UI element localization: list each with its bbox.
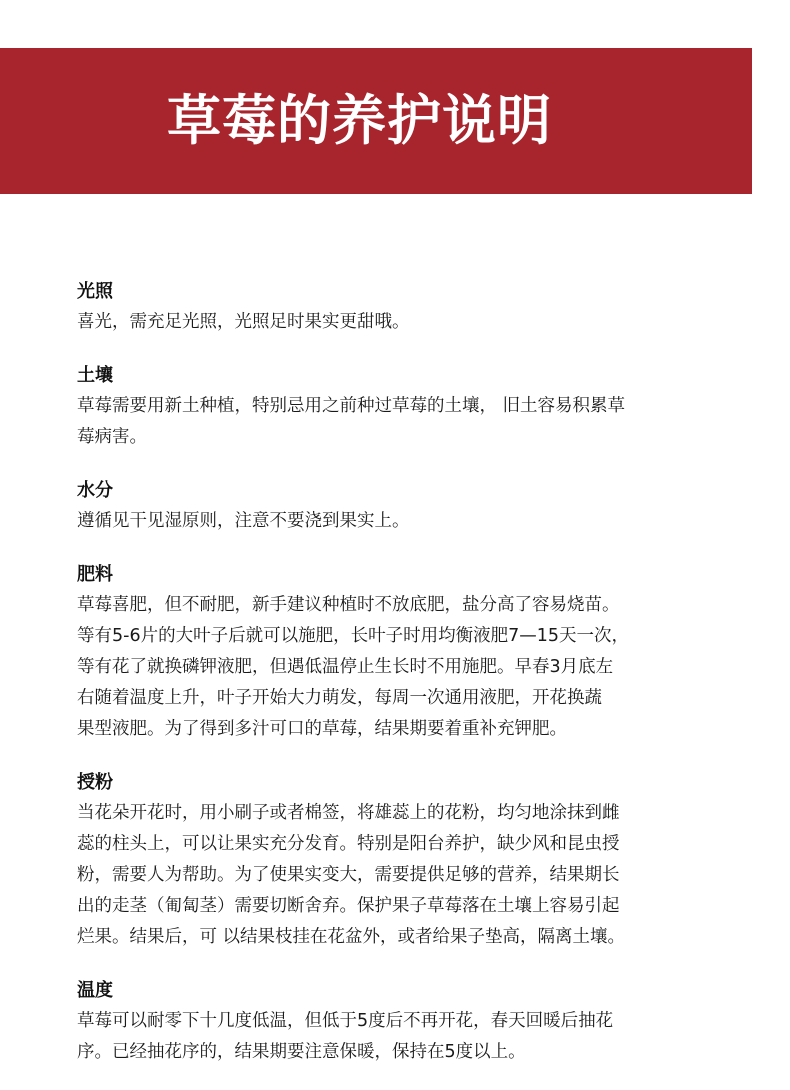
- section-heading: 光照: [77, 281, 113, 302]
- body-line: 草莓喜肥，但不耐肥，新手建议种植时不放底肥，盐分高了容易烧苗。: [77, 595, 620, 615]
- section-body: [77, 506, 717, 537]
- body-line: 喜光，需充足光照，光照足时果实更甜哦。: [77, 312, 410, 332]
- section-body: [77, 1006, 717, 1068]
- section-pollination: [77, 767, 717, 953]
- body-line: 烂果。结果后，可 以结果枝挂在花盆外，或者给果子垫高，隔离土壤。: [77, 927, 626, 947]
- body-line: 粉，需要人为帮助。为了使果实变大，需要提供足够的营养，结果期长: [77, 865, 620, 885]
- body-line: 等有花了就换磷钾液肥，但遇低温停止生长时不用施肥。早春3月底左: [77, 657, 614, 677]
- section-temperature: [77, 975, 717, 1068]
- body-line: 果型液肥。为了得到多汁可口的草莓，结果期要着重补充钾肥。: [77, 719, 567, 739]
- section-heading: 授粉: [77, 772, 113, 793]
- section-heading: 水分: [77, 480, 113, 501]
- section-soil: [77, 360, 717, 453]
- section-body: [77, 391, 717, 453]
- section-water: [77, 475, 717, 537]
- section-heading: 温度: [77, 980, 113, 1001]
- body-line: 当花朵开花时，用小刷子或者棉签，将雄蕊上的花粉，均匀地涂抹到雌: [77, 803, 620, 823]
- section-body: [77, 590, 717, 745]
- body-line: 草莓需要用新土种植，特别忌用之前种过草莓的土壤， 旧土容易积累草: [77, 396, 626, 416]
- section-fertilizer: [77, 559, 717, 745]
- body-line: 遵循见干见湿原则，注意不要浇到果实上。: [77, 511, 410, 531]
- body-line: 莓病害。: [77, 427, 147, 447]
- body-line: 蕊的柱头上，可以让果实充分发育。特别是阳台养护，缺少风和昆虫授: [77, 834, 620, 854]
- section-heading: 肥料: [77, 564, 113, 585]
- section-body: [77, 798, 717, 953]
- section-heading: 土壤: [77, 365, 113, 386]
- body-line: 出的走茎（匍匐茎）需要切断舍弃。保护果子草莓落在土壤上容易引起: [77, 896, 620, 916]
- body-line: 等有5-6片的大叶子后就可以施肥，长叶子时用均衡液肥7—15天一次，: [77, 626, 629, 646]
- section-body: [77, 307, 717, 338]
- body-line: 草莓可以耐零下十几度低温，但低于5度后不再开花，春天回暖后抽花: [77, 1011, 614, 1031]
- body-line: 序。已经抽花序的，结果期要注意保暖，保持在5度以上。: [77, 1042, 526, 1062]
- section-light: [77, 276, 717, 338]
- page-title: 草莓的养护说明: [167, 89, 552, 152]
- care-instructions: [77, 276, 717, 1090]
- body-line: 右随着温度上升，叶子开始大力萌发，每周一次通用液肥，开花换蔬: [77, 688, 602, 708]
